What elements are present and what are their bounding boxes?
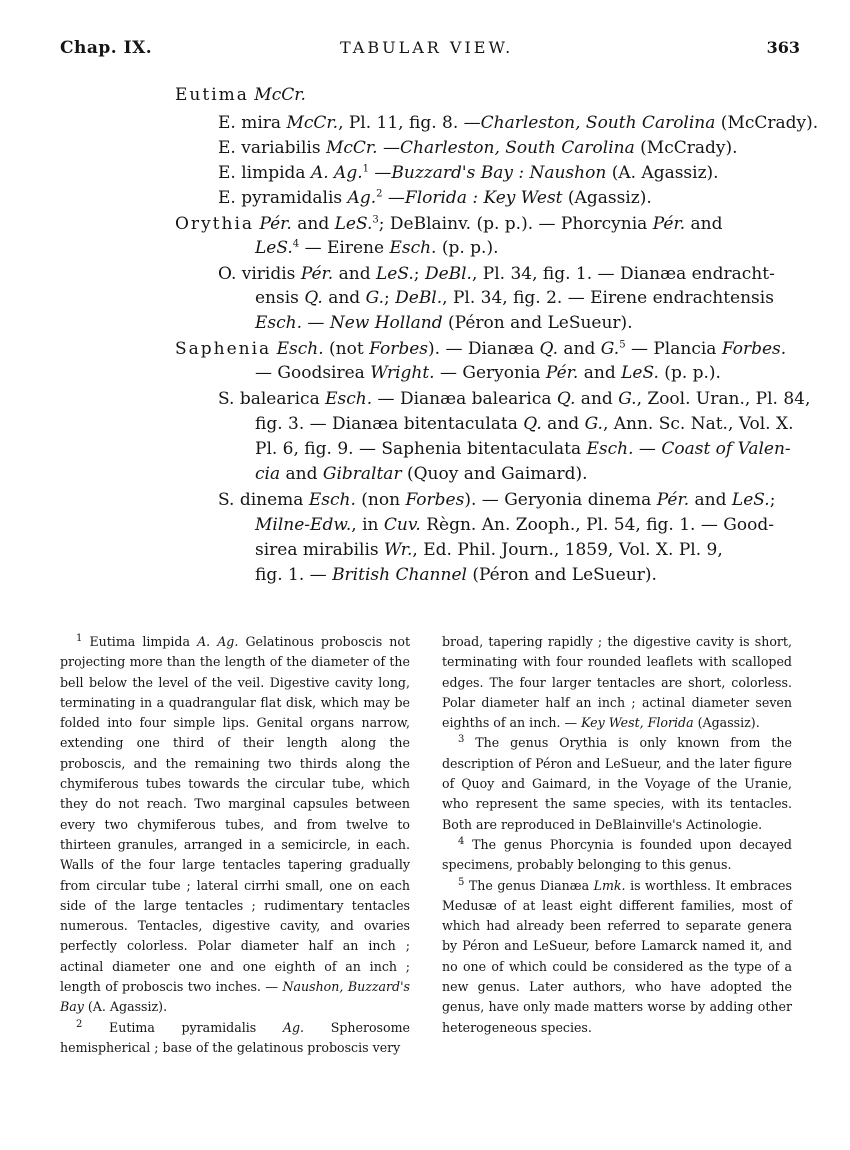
footnote-column-left (60, 632, 410, 1058)
author: McCr. (325, 138, 378, 158)
collector: (Agassiz). (562, 188, 652, 208)
author: G. (365, 288, 384, 308)
genus-saphenia (175, 338, 786, 360)
punct: ; (413, 264, 420, 284)
footnote-text: Gelatinous proboscis not projecting more than the length of the diameter of the bell below the level of the veil. Digestive cavity long, terminating in a quadrangular flat disk, which may be folded into four simple lips. Genital organs narrow, extending one third of their length along the proboscis, and the remaining two thirds along the chymiferous tubes towards the circular tube, which they do not reach. Two marginal capsules between every two chymiferous tubes, and from twelve to thirteen granules, arranged in a semicircle, in each. Walls of the four large tentacles tapering gradually from circular tube ; lateral cirrhi small, one on each side of the large tentacles ; rudimentary tentacles numerous. Tentacles, digestive cavity, and ovaries perfectly colorless. Polar diameter half an inch ; actinal diameter one and one eighth of an inch ; length of proboscis two inches. — (60, 634, 411, 995)
locality: Key West, Florida (581, 715, 694, 731)
synonymy-text: — Eirene (299, 238, 385, 258)
author: McCr. (254, 85, 306, 105)
author: Pér. (259, 214, 292, 234)
s-dinema-cont-3 (255, 564, 657, 586)
synonymy-text: (p. p.). (436, 238, 499, 258)
footnote-text: The genus Phorcynia is founded upon decayed specimens, probably belonging to this genus. (442, 836, 792, 873)
author: G. (618, 389, 637, 409)
synonym-text: sirea mirabilis (255, 540, 379, 560)
separator: — (633, 439, 662, 459)
synonym-text: Pl. 6, fig. 9. — Saphenia bitentaculata (255, 439, 582, 459)
author: McCr. (286, 113, 339, 133)
footnote-column-right (442, 632, 792, 1038)
footnote-mark: 4 (458, 835, 465, 847)
species-s-balearica (218, 388, 810, 410)
author: LeS. (334, 214, 373, 234)
author: Pér. (300, 264, 334, 284)
page-number: 363 (766, 38, 800, 57)
conjunction: and (578, 363, 622, 383)
conjunction: and (333, 264, 376, 284)
species-e-variabilis (218, 137, 738, 159)
s-balearica-cont-3 (255, 463, 588, 485)
author: LeS. (376, 264, 414, 284)
locality: Florida : Key West (404, 188, 563, 208)
species-o-viridis (218, 263, 775, 285)
locality: Coast of Valen- (661, 439, 791, 459)
footnote-mark: 1 (76, 632, 83, 644)
reference: , Pl. 34, fig. 1. — Dianæa endracht- (471, 264, 775, 284)
author: Q. (523, 414, 542, 434)
running-title: TABULAR VIEW. (340, 38, 514, 57)
saphenia-synonymy-cont (255, 362, 721, 384)
genus-name: Eutima (175, 85, 249, 105)
species-name: Eutima limpida (89, 634, 190, 649)
reference: Règn. An. Zooph., Pl. 54, fig. 1. — Good- (420, 515, 774, 535)
species-s-dinema (218, 489, 775, 511)
author: Milne-Edw. (255, 515, 352, 535)
author: Pér. (656, 490, 690, 510)
footnote-ref[interactable]: 5 (619, 339, 626, 351)
punct: ; (383, 288, 390, 308)
s-dinema-cont-1 (255, 514, 774, 536)
punct: ; (769, 490, 776, 510)
footnote-3 (442, 733, 792, 834)
synonymy-text: (not (323, 339, 370, 359)
author: G. (584, 414, 603, 434)
collector: (Péron and LeSueur). (442, 313, 633, 333)
synonym-text: (non (355, 490, 406, 510)
separator: — (369, 163, 392, 183)
synonymy-text: (p. p.). (658, 363, 721, 383)
synonymy-text: and (685, 214, 723, 234)
locality: Naushon, Buzzard's Bay (60, 979, 410, 1015)
synonym-text: ). — Geryonia dinema (464, 490, 652, 510)
footnote-ref[interactable]: 3 (372, 214, 379, 226)
species-name: S. balearica (218, 389, 320, 409)
footnote-ref[interactable]: 4 (292, 238, 300, 250)
footnote-text: Spherosome hemispherical ; base of the gelatinous proboscis very (60, 1019, 410, 1055)
author: Q. (556, 389, 576, 409)
author: Cuv. (383, 515, 421, 535)
collector: (Quoy and Gaimard). (401, 464, 588, 484)
reference: fig. 1. — (255, 565, 327, 585)
footnote-2-continued (442, 632, 792, 733)
author: Forbes (369, 339, 428, 359)
chapter-label: Chap. IX. (60, 38, 153, 58)
author: Q. (539, 339, 559, 359)
synonymy-text: — Geryonia (434, 363, 541, 383)
species-e-pyramidalis (218, 187, 652, 209)
reference: , Zool. Uran., Pl. 84, (636, 389, 811, 409)
author: LeS. (621, 363, 659, 383)
s-dinema-cont-2 (255, 539, 723, 561)
synonym-text: , in (351, 515, 379, 535)
collector: (McCrady). (715, 113, 819, 133)
collector: (A. Agassiz). (83, 999, 168, 1015)
collector: (A. Agassiz). (606, 163, 719, 183)
author: Wr. (384, 540, 413, 560)
footnote-1 (60, 632, 410, 1018)
reference: , Ann. Sc. Nat., Vol. X. (602, 414, 794, 434)
locality: New Holland (329, 313, 443, 333)
footnote-5 (442, 876, 792, 1038)
reference: , Ed. Phil. Journ., 1859, Vol. X. Pl. 9, (412, 540, 723, 560)
synonymy-text: ; DeBlainv. (p. p.). — Phorcynia (378, 214, 648, 234)
conjunction: and (322, 288, 366, 308)
author: DeBl. (395, 288, 443, 308)
author: DeBl. (424, 264, 472, 284)
locality: cia (255, 464, 281, 484)
genus-name: Saphenia (175, 339, 272, 359)
author: Esch. (325, 389, 373, 409)
o-viridis-cont-2 (255, 312, 633, 334)
author: Pér. (545, 363, 579, 383)
locality: Buzzard's Bay : Naushon (391, 163, 607, 183)
s-balearica-cont-2 (255, 438, 791, 460)
species-name: S. dinema (218, 490, 304, 510)
genus-orythia (175, 213, 723, 235)
footnote-ref[interactable]: 2 (376, 188, 383, 200)
conjunction: and (280, 464, 323, 484)
footnote-text: is worthless. It embraces Medusæ of at least eight different families, most of which had already been referred to separate genera by Péron and LeSueur, before Lamarck named it, and no one of which could be considered as the type of a new genus. Later authors, who have adopted the genus, have only made matters worse by adding other heterogeneous species. (442, 877, 792, 1035)
s-balearica-cont-1 (255, 413, 793, 435)
author: Lmk. (593, 877, 626, 893)
author: G. (600, 339, 620, 359)
genus-name: Orythia (175, 214, 255, 234)
author: Esch. (255, 313, 303, 333)
synonym-text: ensis (255, 288, 299, 308)
locality: Gibraltar (322, 464, 402, 484)
synonymy-text: ). — Dianæa (428, 339, 535, 359)
separator: — (377, 138, 400, 158)
separator: — (382, 188, 405, 208)
conjunction: and (575, 389, 619, 409)
author: Q. (304, 288, 323, 308)
page-header (60, 38, 800, 64)
reference: , Pl. 34, fig. 2. — Eirene endrachtensis (442, 288, 774, 308)
author: Ag. (347, 188, 377, 208)
synonym-text: fig. 3. — Dianæa bitentaculata (255, 414, 518, 434)
synonymy-text: — Goodsirea (255, 363, 365, 383)
footnote-ref[interactable]: 1 (362, 163, 369, 175)
collector: (Péron and LeSueur). (466, 565, 657, 585)
author: LeS. (731, 490, 770, 510)
author: A. Ag. (310, 163, 363, 183)
locality: British Channel (332, 565, 467, 585)
footnote-text: The genus Orythia is only known from the description of Péron and LeSueur, and the later figure of Quoy and Gaimard, in the Voyage of the Uranie, who represent the same species, with its tentacles. Both are reproduced in DeBlainville's Actinologie. (442, 735, 792, 832)
species-name: E. pyramidalis (218, 188, 343, 208)
author: LeS. (255, 238, 293, 258)
footnote-mark: 5 (458, 876, 465, 888)
conjunction: and (541, 414, 585, 434)
author: Wright. (370, 363, 435, 383)
author: Ag. (282, 1019, 305, 1035)
reference: , Pl. 11, fig. 8. — (338, 113, 481, 133)
collector: (McCrady). (634, 138, 738, 158)
synonymy-text: — Plancia (625, 339, 717, 359)
synonym-text: — Dianæa balearica (372, 389, 552, 409)
locality: Charleston, South Carolina (400, 138, 635, 158)
conjunction: and (558, 339, 601, 359)
footnote-mark: 2 (76, 1018, 83, 1030)
o-viridis-cont-1 (255, 287, 774, 309)
species-name: Eutima pyramidalis (109, 1019, 257, 1035)
orythia-synonymy-cont (255, 237, 499, 259)
author: A. Ag. (197, 634, 239, 649)
species-e-mira (218, 112, 818, 134)
species-e-limpida (218, 162, 719, 184)
species-name: E. mira (218, 113, 282, 133)
author: Esch. (389, 238, 437, 258)
conjunction: and (689, 490, 732, 510)
author: Esch. (308, 490, 356, 510)
footnote-4 (442, 835, 792, 876)
species-name: O. viridis (218, 264, 296, 284)
conjunction: and (291, 214, 335, 234)
footnote-text: The genus Dianæa (468, 877, 590, 893)
separator: — (302, 313, 330, 333)
author: Forbes (405, 490, 465, 510)
footnote-2 (60, 1018, 410, 1059)
collector: (Agassiz). (693, 715, 760, 731)
footnote-text: broad, tapering rapidly ; the digestive cavity is short, terminating with four rounded leaflets with scalloped edges. The four larger tentacles are short, colorless. Polar diameter half an inch ; actinal diameter seven eighths of an inch. — (442, 634, 792, 731)
locality: Charleston, South Carolina (480, 113, 716, 133)
species-name: E. limpida (218, 163, 306, 183)
species-name: E. variabilis (218, 138, 321, 158)
genus-eutima (175, 84, 306, 106)
author: Forbes. (721, 339, 787, 359)
author: Esch. (276, 339, 324, 359)
footnote-mark: 3 (458, 734, 465, 746)
author: Esch. (586, 439, 634, 459)
author: Pér. (652, 214, 686, 234)
